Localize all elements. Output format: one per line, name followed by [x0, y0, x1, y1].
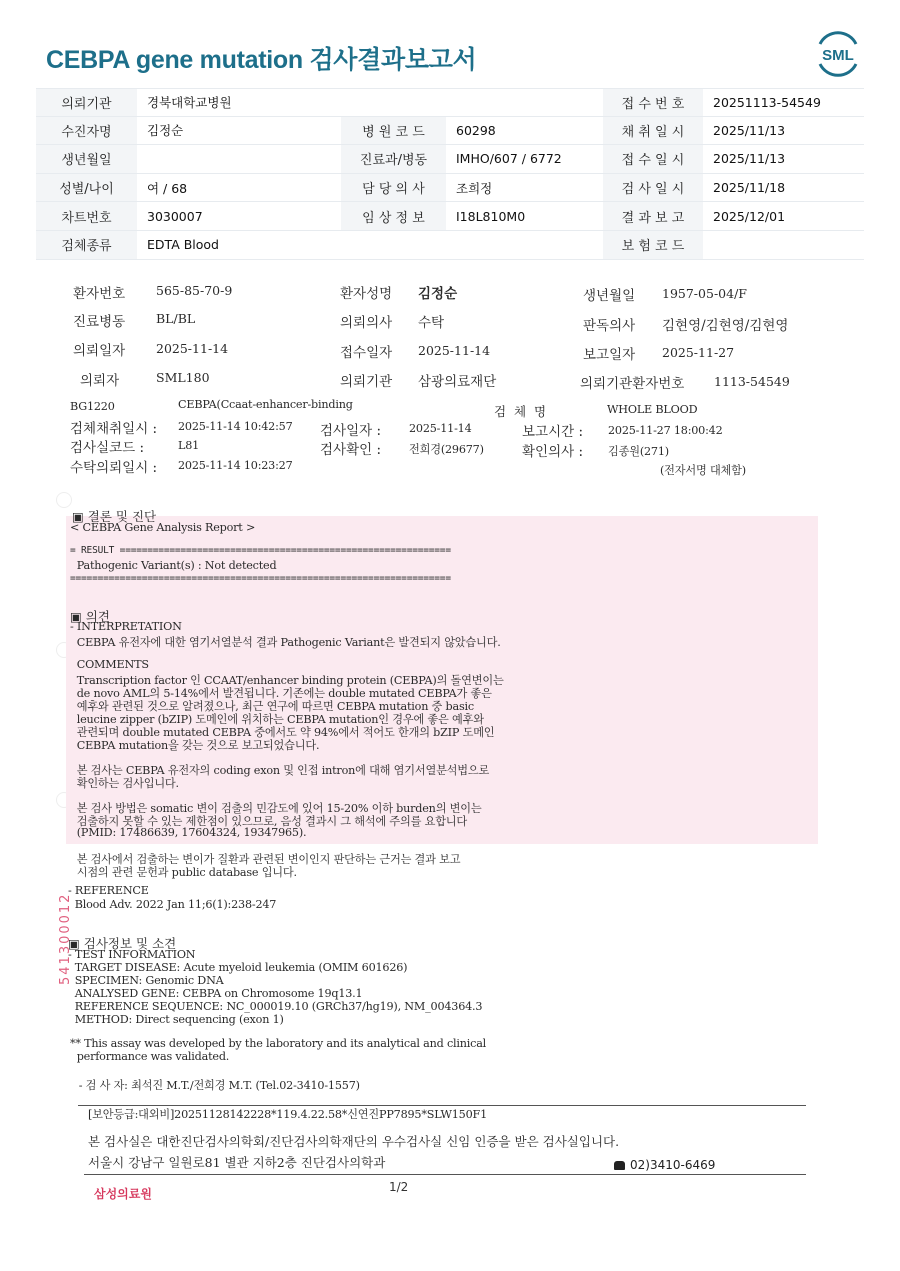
specimen-label: 검 체 명: [494, 404, 547, 419]
test-info-line: ANALYSED GENE: CEBPA on Chromosome 19q13.1: [68, 987, 363, 1000]
comment-line: 관련되며 double mutated CEBPA 중에서도 약 94%에서 적어도 한개의 bZIP 도메인: [70, 726, 495, 739]
patient-label: 판독의사: [583, 318, 636, 334]
grid-row: [36, 117, 864, 146]
grid-label: 임 상 정 보: [341, 202, 446, 230]
grid-label: 병 원 코 드: [341, 117, 446, 145]
confirm-doctor-label: 확인의사 :: [522, 444, 584, 460]
report-subtitle: < CEBPA Gene Analysis Report >: [70, 521, 256, 534]
punch-hole: [56, 492, 72, 508]
grid-label: 검체종류: [36, 231, 137, 259]
signature-note: (전자서명 대체함): [660, 464, 746, 477]
report-title: CEBPA gene mutation 검사결과보고서: [46, 46, 477, 74]
grid-value: [703, 231, 864, 259]
grid-label: 채 취 일 시: [603, 117, 703, 145]
test-code: BG1220: [70, 400, 115, 413]
collection-value: 2025-11-14 10:42:57: [178, 420, 293, 433]
address-line: 서울시 강남구 일원로81 별관 지하2층 진단검사의학과: [88, 1155, 386, 1170]
test-info-heading: ▣ 검사정보 및 소견: [68, 936, 177, 951]
grid-row: [36, 145, 864, 174]
patient-label: 의뢰의사: [340, 315, 393, 331]
test-confirm-label: 검사확인 :: [320, 442, 382, 458]
grid-value: 60298: [456, 122, 496, 138]
conclusion-heading: ▣ 결론 및 진단: [72, 509, 157, 524]
report-time-value: 2025-11-27 18:00:42: [608, 424, 723, 437]
phone-number: [614, 1158, 715, 1172]
paragraph-line: 본 검사는 CEBPA 유전자의 coding exon 및 인접 intron에 대해 염기서열분석법으로: [70, 764, 490, 777]
comments-label: COMMENTS: [70, 658, 149, 671]
grid-value: [137, 145, 341, 173]
patient-label: 환자번호: [73, 286, 126, 302]
patient-value: 김정순: [418, 286, 458, 302]
test-info-line: TARGET DISEASE: Acute myeloid leukemia (OMIM 601626): [68, 961, 408, 974]
comment-line: leucine zipper (bZIP) 도메인에 위치하는 CEBPA mutation인 경우에 좋은 예후와: [70, 713, 484, 726]
confirm-doctor-value: 김종원(271): [608, 445, 669, 458]
grid-value: 2025/11/13: [713, 151, 786, 167]
test-date-label: 검사일자 :: [320, 423, 382, 439]
grid-label: 진료과/병동: [341, 145, 446, 173]
result-value: Pathogenic Variant(s) : Not detected: [70, 559, 277, 572]
patient-value: 2025-11-27: [662, 345, 735, 360]
reference-label: - REFERENCE: [68, 884, 149, 897]
lab-code-value: L81: [178, 439, 200, 452]
grid-value: 조희정: [456, 180, 493, 196]
lab-code-label: 검사실코드 :: [70, 440, 145, 456]
logo-text: SML: [822, 47, 854, 64]
patient-value: 김현영/김현영/김현영: [662, 318, 789, 334]
grid-label: 차트번호: [36, 202, 137, 230]
scanned-report: [0, 262, 900, 1271]
page-number: 1/2: [389, 1180, 409, 1194]
patient-label: 진료병동: [73, 314, 126, 330]
grid-row: [36, 202, 864, 231]
interpretation-text: CEBPA 유전자에 대한 염기서열분석 결과 Pathogenic Variant은 발견되지 않았습니다.: [70, 636, 501, 649]
sml-logo: [812, 30, 864, 78]
grid-label: 수진자명: [36, 117, 137, 145]
result-line: = RESULT ============================================================: [70, 545, 451, 556]
collection-label: 검체채취일시 :: [70, 421, 158, 437]
patient-value: 2025-11-14: [418, 343, 491, 358]
grid-row: [36, 174, 864, 203]
comment-line: de novo AML의 5-14%에서 발견됩니다. 기존에는 double mutated CEBPA가 좋은: [70, 687, 492, 700]
comment-line: 예후와 관련된 것으로 알려졌으나, 최근 연구에 따르면 CEBPA mutation 중 basic: [70, 700, 474, 713]
test-info-line: SPECIMEN: Genomic DNA: [68, 974, 224, 987]
grid-value: 3030007: [147, 208, 203, 224]
reference-text: Blood Adv. 2022 Jan 11;6(1):238-247: [68, 898, 277, 911]
patient-label: 의뢰일자: [73, 343, 126, 359]
patient-value: 1957-05-04/F: [662, 286, 747, 301]
paragraph-line: 검출하지 못할 수 있는 제한점이 있으므로, 음성 결과시 그 해석에 주의를 요합니다: [70, 815, 468, 828]
info-grid: [36, 88, 864, 260]
grid-label: 접 수 일 시: [603, 145, 703, 173]
test-name: CEBPA(Ccaat-enhancer-binding: [178, 398, 353, 411]
test-info-line: METHOD: Direct sequencing (exon 1): [68, 1013, 284, 1026]
patient-label: 보고일자: [583, 347, 636, 363]
paragraph-line: 본 검사 방법은 somatic 변이 검출의 민감도에 있어 15-20% 이하 burden의 변이는: [70, 802, 482, 815]
test-info-line: - TEST INFORMATION: [68, 948, 196, 961]
grid-value: 20251113-54549: [713, 94, 821, 110]
patient-label: 접수일자: [340, 345, 393, 361]
grid-value: 2025/11/18: [713, 180, 786, 196]
grid-label: 성별/나이: [36, 174, 137, 202]
test-date-value: 2025-11-14: [409, 422, 472, 435]
patient-value: 삼광의료재단: [418, 374, 497, 390]
paragraph-line: 시점의 관련 문헌과 public database 입니다.: [70, 866, 297, 879]
grid-label: 결 과 보 고: [603, 202, 703, 230]
divider: [84, 1174, 806, 1175]
patient-value: 수탁: [418, 315, 445, 331]
grid-label: 생년월일: [36, 145, 137, 173]
comment-line: CEBPA mutation을 갖는 것으로 보고되었습니다.: [70, 739, 320, 752]
specimen-value: WHOLE BLOOD: [607, 403, 698, 416]
tester-line: - 검 사 자: 최석진 M.T./전희경 M.T. (Tel.02-3410-1557): [72, 1079, 360, 1092]
grid-label: 보 험 코 드: [603, 231, 703, 259]
cert-line: 본 검사실은 대한진단검사의학회/진단검사의학재단의 우수검사실 신임 인증을 받은 검사실입니다.: [88, 1134, 620, 1149]
grid-label: 담 당 의 사: [341, 174, 446, 202]
patient-label: 의뢰자: [80, 373, 120, 389]
grid-value: 2025/12/01: [713, 208, 786, 224]
comment-line: Transcription factor 인 CCAAT/enhancer binding protein (CEBPA)의 돌연변이는: [70, 674, 504, 687]
grid-label: 접 수 번 호: [603, 89, 703, 116]
patient-label: 의뢰기관: [340, 374, 393, 390]
paragraph-line: 확인하는 검사입니다.: [70, 777, 179, 790]
grid-label: 의뢰기관: [36, 89, 137, 116]
interpretation-label: - INTERPRETATION: [70, 620, 182, 633]
opinion-heading: ▣ 의견: [70, 609, 110, 624]
grid-row: [36, 231, 864, 260]
grid-value: I18L810M0: [456, 208, 526, 224]
patient-value: 2025-11-14: [156, 341, 229, 356]
grid-row: [36, 88, 864, 117]
patient-label: 생년월일: [583, 288, 636, 304]
grid-value: EDTA Blood: [147, 237, 219, 253]
phone-icon: [614, 1161, 625, 1170]
patient-value: 565-85-70-9: [156, 283, 233, 298]
grid-value: 여 / 68: [147, 180, 188, 196]
vertical-code: 541300012: [58, 892, 73, 985]
test-info-line: REFERENCE SEQUENCE: NC_000019.10 (GRCh37/hg19), NM_004364.3: [68, 1000, 483, 1013]
request-time-label: 수탁의뢰일시 :: [70, 460, 158, 476]
patient-label: 환자성명: [340, 286, 393, 302]
patient-value: BL/BL: [156, 311, 196, 326]
test-confirm-value: 전희경(29677): [409, 443, 484, 456]
security-line: [보안등급:대외비]20251128142228*119.4.22.58*신연진PP7895*SLW150F1: [88, 1108, 487, 1121]
assay-line: performance was validated.: [70, 1050, 230, 1063]
assay-line: ** This assay was developed by the laboratory and its analytical and clinical: [70, 1037, 487, 1050]
grid-value: IMHO/607 / 6772: [456, 151, 562, 167]
brand-name: 삼성의료원: [94, 1187, 152, 1201]
paragraph-line: 본 검사에서 검출하는 변이가 질환과 관련된 변이인지 판단하는 근거는 결과 보고: [70, 853, 461, 866]
patient-value: 1113-54549: [714, 374, 790, 389]
patient-label: 의뢰기관환자번호: [580, 376, 685, 392]
paragraph-line: (PMID: 17486639, 17604324, 19347965).: [70, 826, 307, 839]
result-rule: =====================================================================: [70, 573, 451, 584]
patient-value: SML180: [156, 370, 210, 385]
report-time-label: 보고시간 :: [522, 424, 584, 440]
grid-value: 김정순: [147, 123, 184, 139]
request-time-value: 2025-11-14 10:23:27: [178, 459, 293, 472]
grid-value: 2025/11/13: [713, 122, 786, 138]
grid-label: 검 사 일 시: [603, 174, 703, 202]
grid-value: 경북대학교병원: [147, 95, 232, 111]
phone-text: 02)3410-6469: [630, 1158, 716, 1172]
